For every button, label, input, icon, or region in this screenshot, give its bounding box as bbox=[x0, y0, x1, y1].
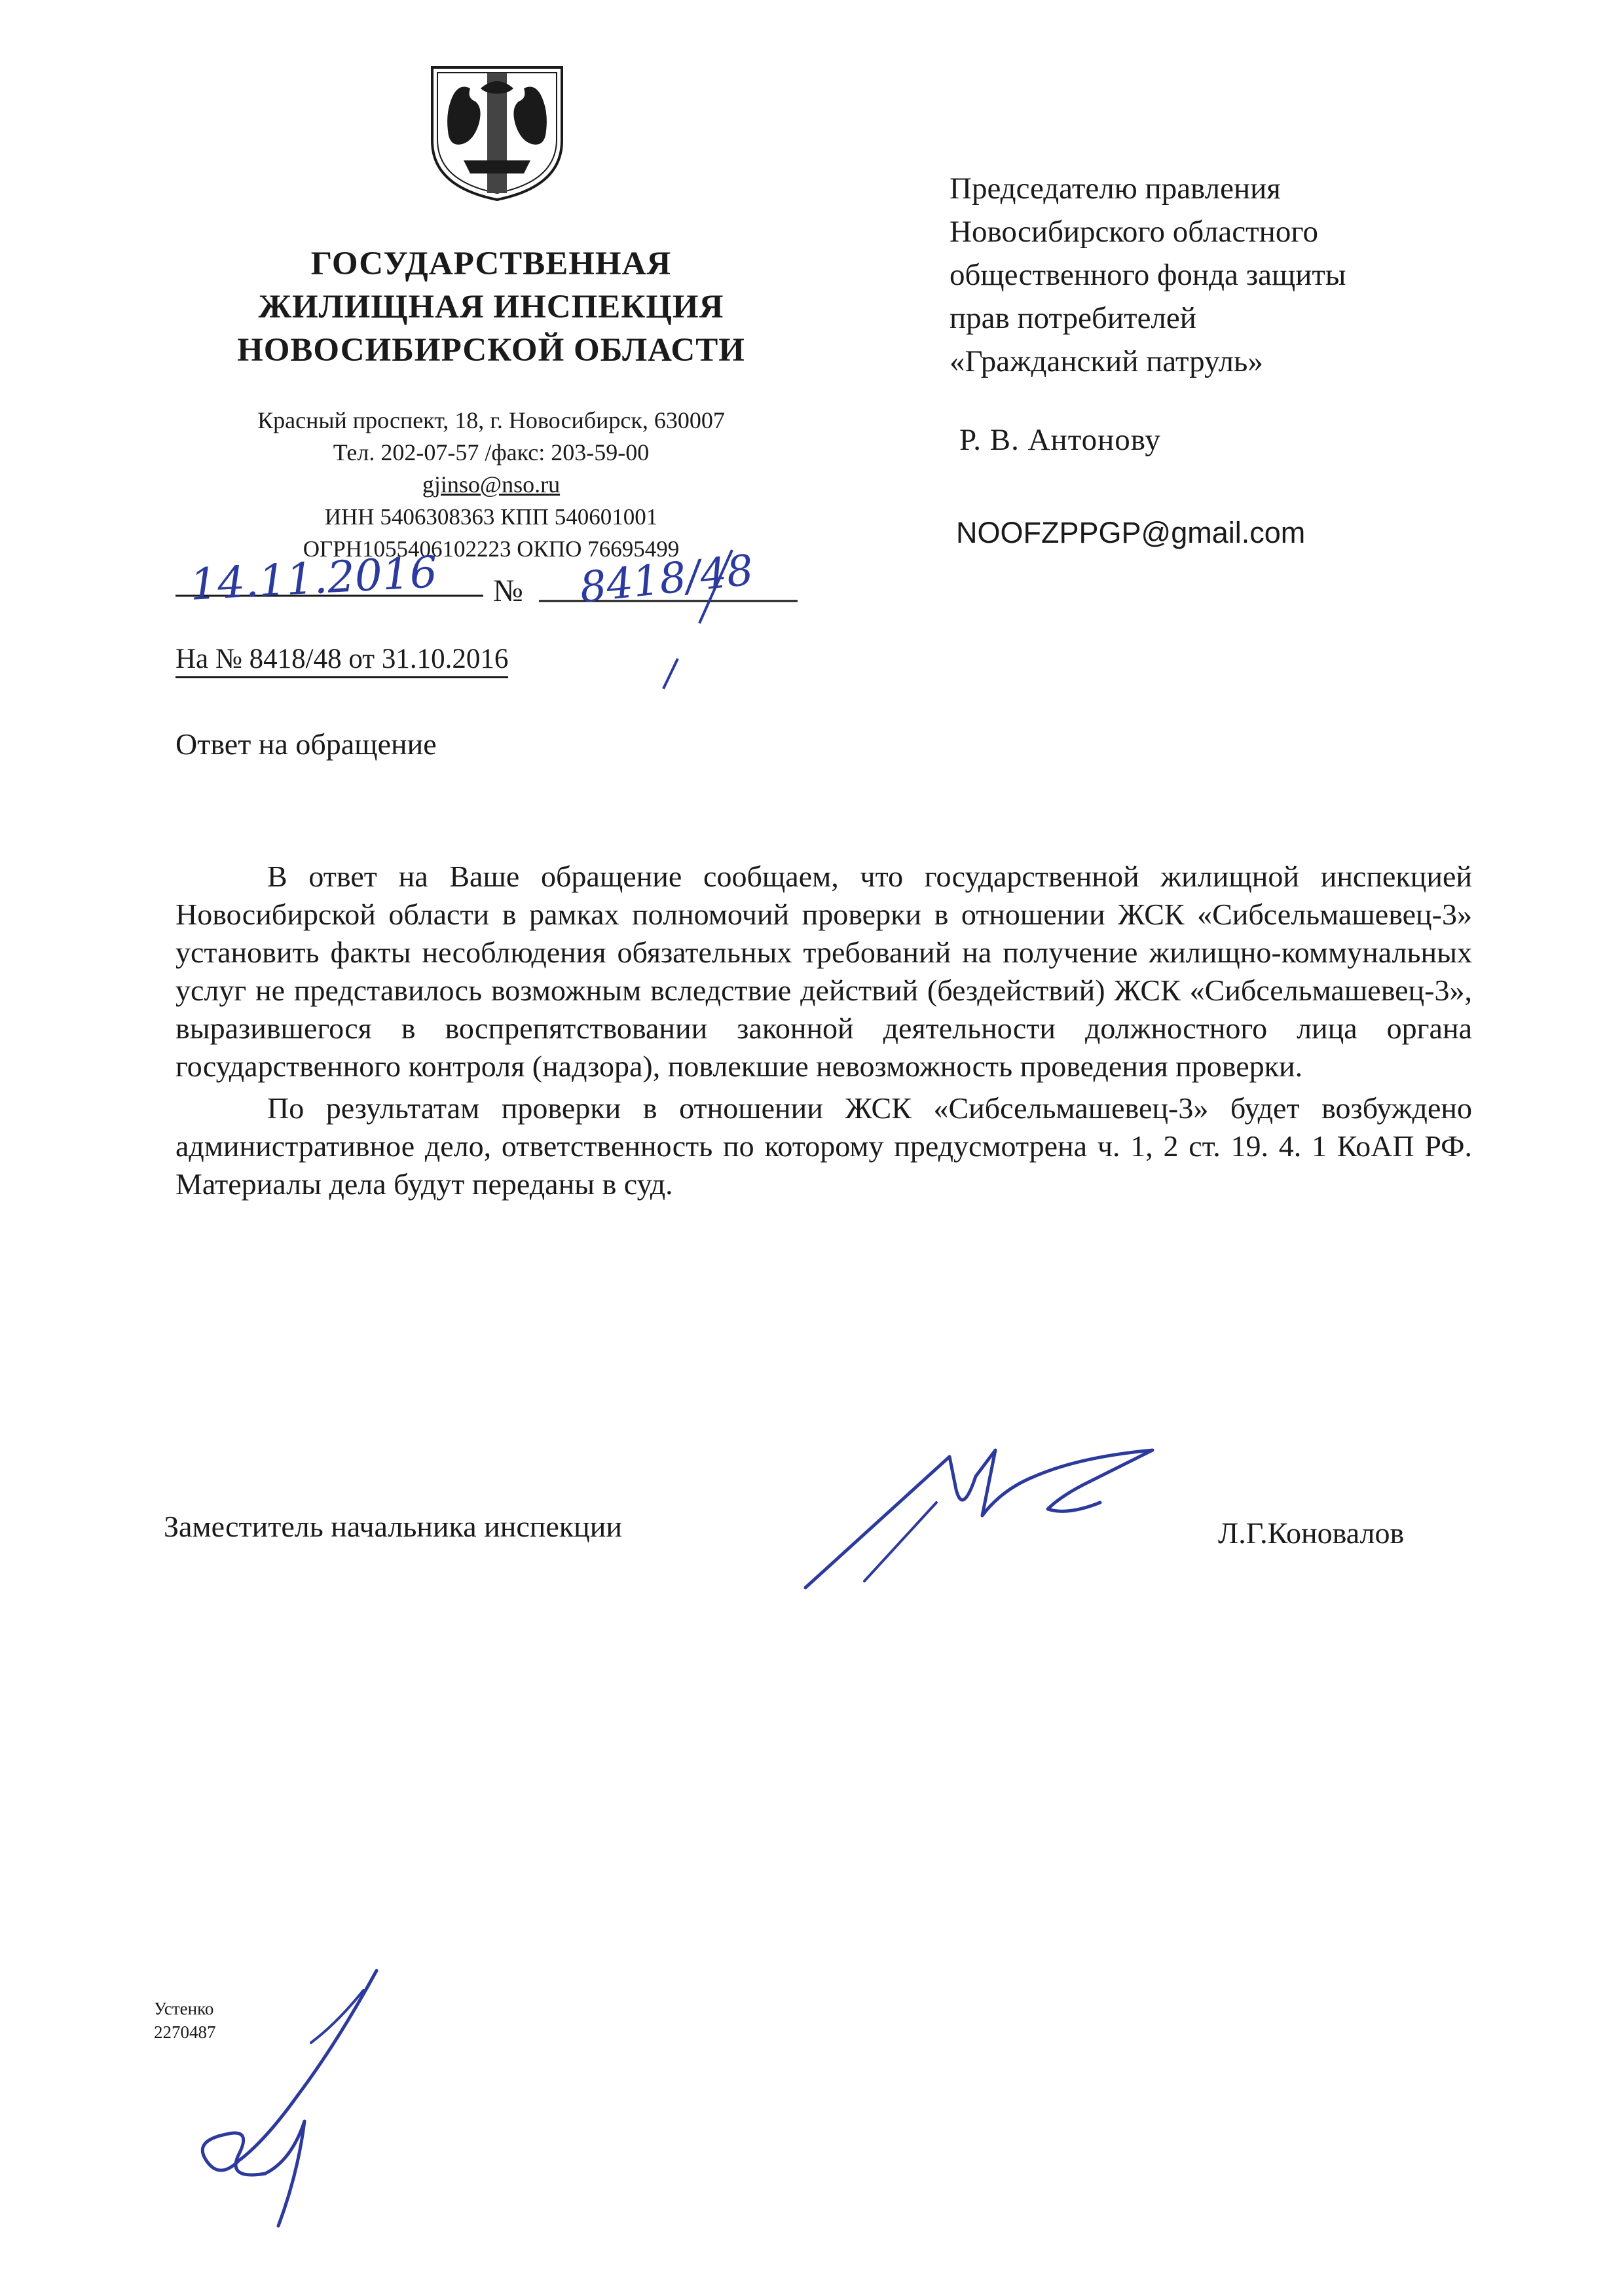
handwritten-date: 14.11.2016 bbox=[189, 547, 439, 610]
organization-name bbox=[164, 242, 819, 372]
organization-ogrn-okpo: ОГРН1055406102223 ОКПО 76695499 bbox=[303, 536, 680, 562]
organization-inn-kpp: ИНН 5406308363 КПП 540601001 bbox=[324, 504, 658, 530]
handwritten-outgoing-number: 8418/48 bbox=[577, 546, 756, 613]
organization-name-line: ЖИЛИЩНАЯ ИНСПЕКЦИЯ bbox=[258, 289, 724, 325]
body-paragraph: По результатам проверки в отношении ЖСК «Сибсельмашевец-3» будет возбуждено административное дело, ответственность по которому предусмотрена ч. 1, 2 ст. 19. 4. 1 КоАП РФ. Материалы дела будут переданы в суд. bbox=[175, 1091, 1472, 1201]
signatory-title: Заместитель начальника инспекции bbox=[164, 1510, 622, 1543]
addressee-block bbox=[950, 167, 1539, 383]
organization-address: Красный проспект, 18, г. Новосибирск, 630007 bbox=[257, 407, 725, 433]
addressee-line: Новосибирского областного bbox=[950, 215, 1318, 249]
ink-tick-icon bbox=[658, 655, 684, 694]
executor-surname: Устенко bbox=[154, 1999, 214, 2018]
number-sign: № bbox=[493, 574, 523, 608]
coat-of-arms-icon bbox=[424, 62, 570, 203]
signatory-name: Л.Г.Коновалов bbox=[1218, 1516, 1405, 1550]
body-paragraph: В ответ на Ваше обращение сообщаем, что государственной жилищной инспекцией Новосибирской области в рамках полномочий проверки в отношении ЖСК «Сибсельмашевец-3» установить факты несоблюдения обязательных требований на получение жилищно-коммунальных услуг не представилось возможным вследствие действий (бездействий) ЖСК «Сибсельмашевец-3», выразившегося в воспрепятствовании законной деятельности должностного лица органа государственного контроля (надзора), повлекшие невозможность проведения проверки. bbox=[175, 860, 1472, 1083]
letter-subject: Ответ на обращение bbox=[175, 727, 437, 761]
signature-icon bbox=[786, 1437, 1179, 1594]
addressee-line: общественного фонда защиты bbox=[950, 258, 1346, 292]
organization-email-link[interactable]: gjinso@nso.ru bbox=[422, 471, 561, 498]
addressee-line: прав потребителей bbox=[950, 301, 1196, 335]
executor-phone: 2270487 bbox=[154, 2022, 216, 2042]
addressee-line: «Гражданский патруль» bbox=[950, 344, 1263, 378]
organization-requisites bbox=[164, 405, 819, 565]
addressee-line: Председателю правления bbox=[950, 172, 1281, 206]
addressee-email[interactable]: NOOFZPPGP@gmail.com bbox=[956, 516, 1306, 549]
addressee-name: Р. В. Антонову bbox=[959, 423, 1161, 457]
initials-signature-icon bbox=[167, 1964, 403, 2246]
reference-line: На № 8418/48 от 31.10.2016 bbox=[175, 643, 508, 678]
organization-phone: Тел. 202-07-57 /факс: 203-59-00 bbox=[333, 439, 650, 465]
organization-name-line: ГОСУДАРСТВЕННАЯ bbox=[310, 246, 672, 282]
organization-name-line: НОВОСИБИРСКОЙ ОБЛАСТИ bbox=[237, 332, 745, 369]
letter-body bbox=[175, 858, 1472, 1203]
